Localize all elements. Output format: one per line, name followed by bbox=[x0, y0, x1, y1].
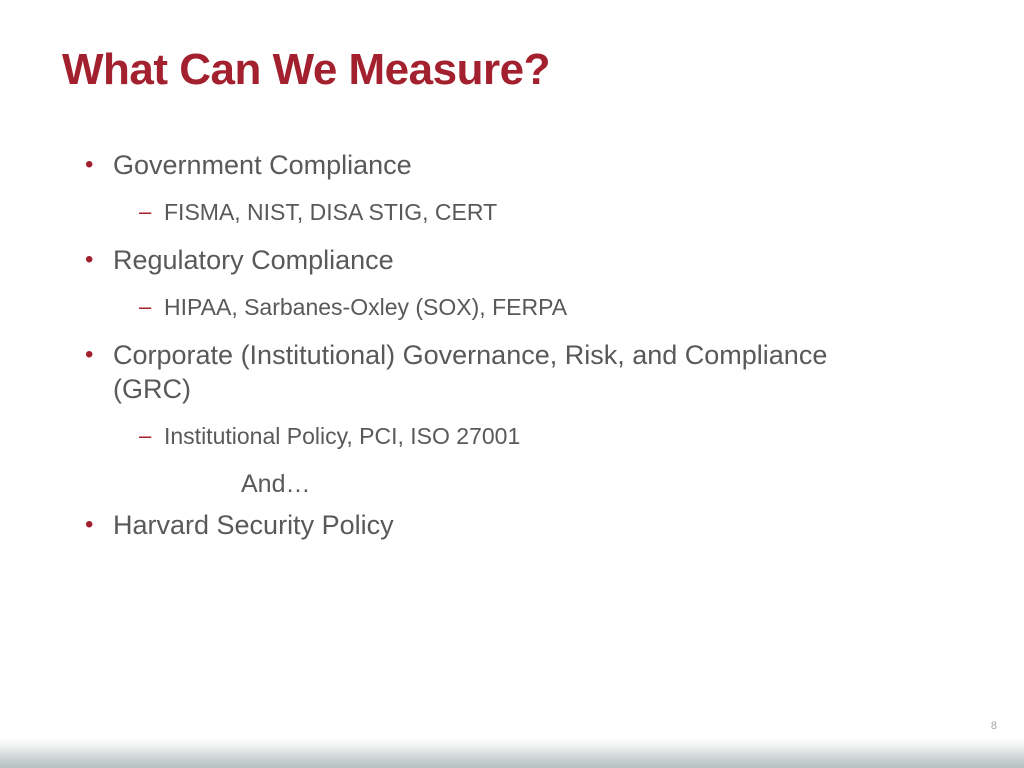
bullet-icon: • bbox=[85, 341, 94, 368]
bullet-regulatory-compliance: Regulatory Compliance bbox=[113, 245, 394, 275]
and-interjection: And… bbox=[241, 470, 311, 498]
bullet-icon: • bbox=[85, 151, 94, 178]
subbullet-regulatory-standards: HIPAA, Sarbanes-Oxley (SOX), FERPA bbox=[164, 294, 568, 320]
page-number: 8 bbox=[990, 720, 997, 732]
dash-icon: – bbox=[139, 423, 152, 448]
subbullet-institutional-standards: Institutional Policy, PCI, ISO 27001 bbox=[164, 423, 521, 449]
bullet-government-compliance: Government Compliance bbox=[113, 150, 412, 180]
subbullet-government-standards: FISMA, NIST, DISA STIG, CERT bbox=[164, 199, 498, 225]
bullet-corporate-grc-continuation: (GRC) bbox=[113, 374, 191, 404]
bullet-icon: • bbox=[85, 511, 94, 538]
dash-icon: – bbox=[139, 199, 152, 224]
slide-title: What Can We Measure? bbox=[62, 45, 550, 94]
bullet-corporate-grc: Corporate (Institutional) Governance, Risk, and Compliance bbox=[113, 340, 828, 370]
footer-band bbox=[0, 738, 1024, 768]
dash-icon: – bbox=[139, 294, 152, 319]
bullet-icon: • bbox=[85, 246, 94, 273]
bullet-harvard-security-policy: Harvard Security Policy bbox=[113, 510, 394, 540]
